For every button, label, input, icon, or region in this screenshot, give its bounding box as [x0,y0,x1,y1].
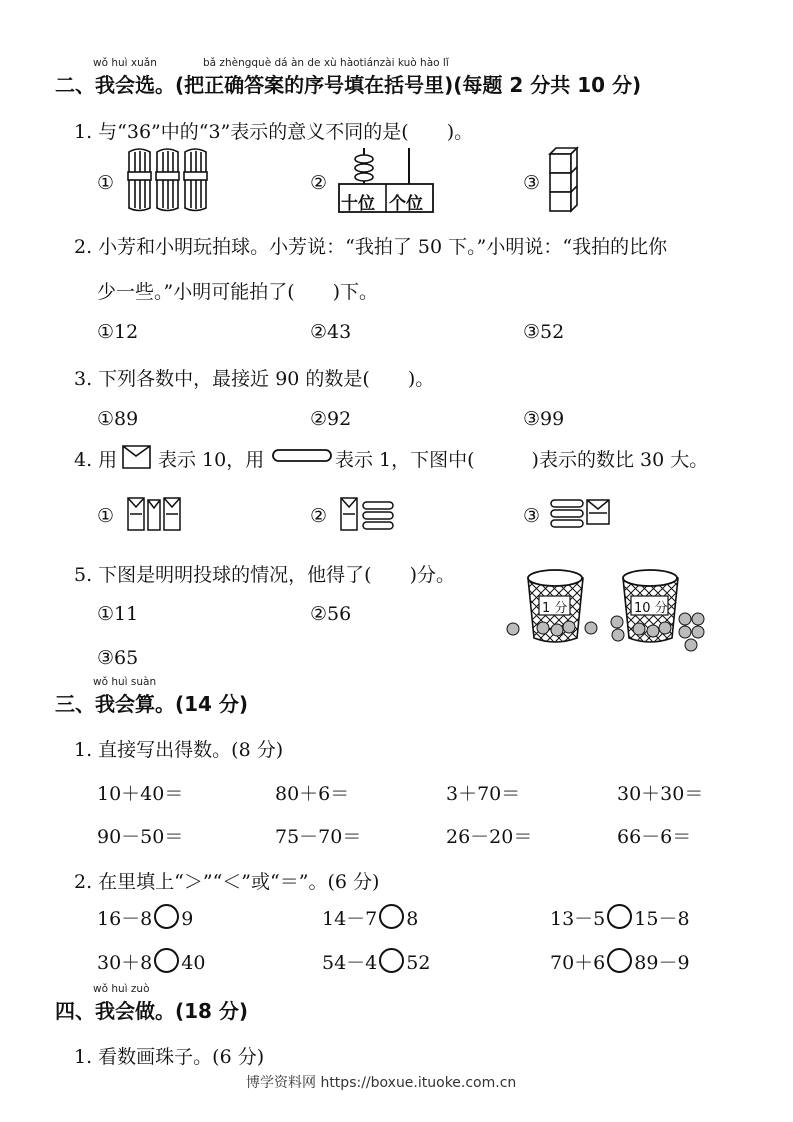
section3-title: 三、我会算。(14 分) [55,692,249,716]
q5-basket-balls-image [505,566,707,656]
section2-pinyin-2: bǎ zhèngquè dá àn de xù hàotiánzài kuò hào lǐ [203,57,449,69]
compare-title: 2. 在里填上“＞”“＜”或“＝”。(6 分) [74,871,380,893]
section2-title: 二、我会选。(把正确答案的序号填在括号里)(每题 2 分共 10 分) [55,73,642,97]
calc-r1-c4: 30＋30＝ [617,783,704,805]
calc-r2-c3: 26－20＝ [446,826,533,848]
q4-option2-image [337,494,397,534]
calc-r2-c1: 90－50＝ [97,826,184,848]
q3-text: 3. 下列各数中，最接近 90 的数是( )。 [74,368,435,390]
calc-r2-c4: 66－6＝ [617,826,692,848]
compare-r2-c2: 54－4 52 [322,948,430,975]
basket2-label: 10 分 [634,601,668,616]
calc-r1-c1: 10＋40＝ [97,783,184,805]
q4-bundle-symbol-icon [120,442,154,470]
answer-circle[interactable] [607,904,632,929]
answer-circle[interactable] [154,948,179,973]
q1-cube-stack-image [548,146,580,214]
abacus-tens-label: 十位 [341,194,375,214]
answer-circle[interactable] [379,904,404,929]
calc-r2-c2: 75－70＝ [275,826,362,848]
calc-title: 1. 直接写出得数。(8 分) [74,739,284,761]
q2-option3: ③52 [523,321,565,343]
q4-option1-image [124,494,184,534]
q3-option1: ①89 [97,408,139,430]
footer-watermark: 博学资料网 https://boxue.ituoke.com.cn [246,1075,517,1091]
q5-option2: ②56 [310,603,352,625]
section4-pinyin: wǒ huì zuò [93,983,150,995]
q4-option3-label: ③ [523,505,541,527]
q5-text: 5. 下图是明明投球的情况，他得了( )分。 [74,564,455,586]
answer-circle[interactable] [607,948,632,973]
q4-text-part2: 表示 10，用 [158,449,265,471]
compare-r1-c2: 14－7 8 [322,904,418,931]
q3-option2: ②92 [310,408,352,430]
calc-r1-c3: 3＋70＝ [446,783,521,805]
q4-option3-image [549,494,613,534]
section4-title: 四、我会做。(18 分) [55,999,249,1023]
q1-option2-label: ② [310,172,328,194]
abacus-ones-label: 个位 [389,194,423,214]
q2-text-line1: 2. 小芳和小明玩拍球。小芳说：“我拍了 50 下。”小明说：“我拍的比你 [74,236,668,258]
draw-title: 1. 看数画珠子。(6 分) [74,1046,265,1068]
q5-option1: ①11 [97,603,139,625]
q4-option2-label: ② [310,505,328,527]
section3-pinyin: wǒ huì suàn [93,676,157,688]
answer-circle[interactable] [154,904,179,929]
compare-r2-c3: 70＋6 89－9 [550,948,690,975]
basket1-label: 1 分 [542,601,568,616]
q4-text-part3: 表示 1，下图中( )表示的数比 30 大。 [335,449,709,471]
compare-r1-c1: 16－8 9 [97,904,193,931]
q1-text: 1. 与“36”中的“3”表示的意义不同的是( )。 [74,121,474,143]
compare-r1-c3: 13－5 15－8 [550,904,690,931]
compare-r2-c1: 30＋8 40 [97,948,205,975]
q1-option1-label: ① [97,172,115,194]
section2-pinyin-1: wǒ huì xuǎn [93,57,157,69]
q2-text-line2: 少一些。”小明可能拍了( )下。 [97,281,379,303]
q1-stick-bundles-image [126,146,212,214]
q5-option3: ③65 [97,647,139,669]
q4-stick-symbol-icon [271,447,333,465]
calc-r1-c2: 80＋6＝ [275,783,350,805]
q1-option3-label: ③ [523,172,541,194]
q4-text-part1: 4. 用 [74,449,118,471]
q2-option2: ②43 [310,321,352,343]
q4-option1-label: ① [97,505,115,527]
q2-option1: ①12 [97,321,139,343]
q3-option3: ③99 [523,408,565,430]
answer-circle[interactable] [379,948,404,973]
